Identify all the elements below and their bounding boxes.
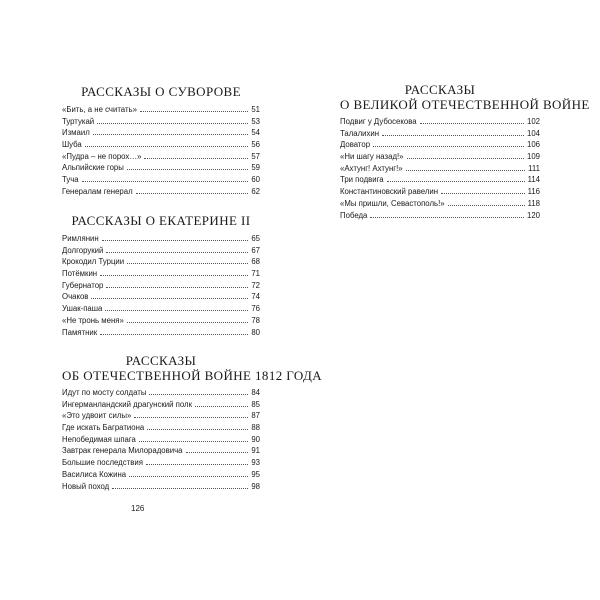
toc-entry[interactable] [340,151,540,163]
toc-entry-title: «Мы пришли, Севастополь!» [340,198,445,208]
toc-entry-title: Завтрак генерала Милорадовича [62,446,183,456]
toc-entry-page: 76 [251,304,260,314]
toc-entry-page: 118 [527,198,540,208]
section-heading-ww2 [340,82,590,112]
toc-entry-title: Идут по мосту солдаты [62,388,147,397]
toc-entry-page: 56 [251,140,260,150]
dot-leader [127,169,248,170]
heading-line: РАССКАЗЫ О ЕКАТЕРИНЕ II [71,213,251,228]
toc-entry-page: 88 [251,423,260,433]
toc-entry-page: 74 [251,292,260,302]
toc-entry-title: Три подвига [340,175,384,185]
toc-entry-title: Победа [340,210,368,220]
dot-leader [93,134,249,135]
dot-leader [370,217,524,218]
dot-leader [106,252,248,253]
toc-entry-page: 68 [251,257,260,267]
toc-entry[interactable] [62,399,260,411]
toc-entry-title: Крокодил Турции [62,257,125,267]
toc-entry[interactable] [62,256,260,268]
dot-leader [85,146,249,147]
toc-entry-title: Очаков [62,292,89,302]
toc-entry-page: 80 [251,327,260,337]
heading-line: РАССКАЗЫ О СУВОРОВЕ [81,84,241,99]
dot-leader [97,123,248,124]
dot-leader [146,464,248,465]
toc-entry-title: Новый поход [62,481,110,491]
toc-entry-title: «Пудра – не порох…» [62,151,142,161]
toc-entry-page: 54 [251,128,260,138]
toc-entry[interactable] [62,186,260,198]
dot-leader [100,334,248,335]
toc-entry-title: Измаил [62,128,90,138]
dot-leader [195,406,248,407]
dot-leader [407,158,524,159]
section-heading-1812 [62,353,323,383]
dot-leader [406,170,526,171]
toc-entry[interactable] [62,174,260,186]
dot-leader [127,322,249,323]
dot-leader [112,488,248,489]
toc-entry[interactable] [340,116,540,128]
dot-leader [448,205,525,206]
toc-entry-title: Ингерманландский драгунский полк [62,399,192,409]
toc-entry-page: 51 [251,105,260,114]
toc-entry[interactable] [340,210,540,222]
toc-entry[interactable] [62,162,260,174]
toc-entry[interactable] [62,481,260,493]
dot-leader [387,181,525,182]
toc-entry-page: 109 [526,152,540,162]
dot-leader [102,240,249,241]
toc-entry-page: 102 [526,117,540,126]
toc-entry-title: Большие последствия [62,458,143,468]
toc-entry[interactable] [62,434,260,446]
toc-entry[interactable] [340,139,540,151]
toc-entry-title: «Ахтунг! Ахтунг!» [340,163,403,173]
toc-entry-title: «Не тронь меня» [62,315,124,325]
toc-entry[interactable] [340,198,540,210]
toc-entry-page: 57 [251,151,260,161]
toc-entry[interactable] [340,128,540,140]
dot-leader [136,193,249,194]
toc-entry[interactable] [62,315,260,327]
toc-list-suvorov [62,104,260,198]
toc-entry[interactable] [62,457,260,469]
toc-entry-title: Где искать Багратиона [62,423,145,433]
toc-entry-title: Туртукай [62,116,95,126]
toc-entry[interactable] [62,469,260,481]
toc-entry[interactable] [62,291,260,303]
dot-leader [91,298,248,299]
toc-entry-page: 85 [251,399,260,409]
toc-entry-page: 67 [251,245,260,255]
section-heading-catherine [62,213,260,228]
toc-entry-title: Талалихин [340,128,380,138]
toc-entry-page: 98 [251,481,260,491]
toc-entry-title: Шуба [62,140,82,150]
toc-entry-page: 84 [251,388,260,397]
dot-leader [149,394,248,395]
toc-entry-page: 62 [251,186,260,196]
dot-leader [147,429,248,430]
heading-line: РАССКАЗЫ [125,353,197,368]
dot-leader [134,417,248,418]
toc-entry-page: 59 [251,163,260,173]
toc-entry-page: 93 [251,458,260,468]
dot-leader [373,146,524,147]
toc-entry[interactable] [62,245,260,257]
toc-entry-title: Ушак-паша [62,304,103,314]
toc-entry-title: Доватор [340,140,371,150]
toc-list-ww2 [340,116,540,221]
toc-list-catherine [62,233,260,338]
toc-entry-title: Непобедимая шпага [62,434,136,444]
toc-entry-page: 65 [251,234,260,243]
toc-entry[interactable] [62,445,260,457]
dot-leader [186,452,249,453]
dot-leader [144,158,248,159]
toc-entry[interactable] [340,163,540,175]
toc-entry[interactable] [62,151,260,163]
dot-leader [140,111,248,112]
dot-leader [100,275,248,276]
toc-entry-page: 60 [251,175,260,185]
page-number: 126 [131,504,145,513]
toc-entry[interactable] [62,268,260,280]
toc-entry[interactable] [62,410,260,422]
toc-entry-title: Римлянин [62,234,99,243]
dot-leader [441,193,525,194]
toc-entry[interactable] [340,174,540,186]
toc-entry-page: 116 [527,187,540,197]
toc-entry-title: «Это удвоит силы» [62,411,132,421]
toc-entry-page: 90 [251,434,260,444]
dot-leader [105,310,248,311]
toc-entry[interactable] [62,139,260,151]
toc-entry-page: 71 [251,269,260,279]
toc-entry-page: 120 [526,210,540,220]
toc-entry[interactable] [62,303,260,315]
toc-entry-title: «Бить, а не считать» [62,105,137,114]
toc-entry[interactable] [62,233,260,245]
toc-entry-title: Константиновский равелин [340,187,439,197]
toc-entry[interactable] [62,280,260,292]
dot-leader [129,476,248,477]
toc-list-1812 [62,387,260,492]
heading-line: ОБ ОТЕЧЕСТВЕННОЙ ВОЙНЕ 1812 ГОДА [62,368,323,383]
dot-leader [106,287,248,288]
toc-entry-page: 114 [527,175,540,185]
toc-entry[interactable] [62,116,260,128]
dot-leader [382,135,524,136]
toc-entry-page: 104 [526,128,540,138]
toc-entry-title: Потёмкин [62,269,98,279]
dot-leader [82,181,249,182]
toc-entry-title: Памятник [62,327,98,337]
toc-entry-title: Василиса Кожина [62,469,127,479]
toc-entry-page: 111 [528,163,540,173]
toc-entry-page: 72 [251,280,260,290]
toc-entry[interactable] [62,387,260,399]
dot-leader [139,441,248,442]
toc-entry-page: 87 [251,411,260,421]
dot-leader [127,263,248,264]
dot-leader [420,123,524,124]
heading-line: РАССКАЗЫ [404,82,476,97]
section-heading-suvorov [62,84,260,99]
toc-entry[interactable] [62,127,260,139]
toc-entry[interactable] [340,186,540,198]
toc-entry-title: Долгорукий [62,245,104,255]
toc-entry-title: Туча [62,175,79,185]
toc-entry[interactable] [62,422,260,434]
toc-entry-page: 78 [251,315,260,325]
toc-entry-page: 91 [251,446,260,456]
toc-entry[interactable] [62,327,260,339]
toc-entry[interactable] [62,104,260,116]
toc-entry-title: Генералам генерал [62,186,133,196]
toc-entry-page: 95 [251,469,260,479]
toc-entry-title: Альпийские горы [62,163,124,173]
toc-entry-page: 53 [251,116,260,126]
toc-entry-page: 106 [526,140,540,150]
toc-entry-title: Подвиг у Дубосекова [340,117,417,126]
heading-line: О ВЕЛИКОЙ ОТЕЧЕСТВЕННОЙ ВОЙНЕ [340,97,590,112]
toc-entry-title: Губернатор [62,280,104,290]
toc-entry-title: «Ни шагу назад!» [340,152,404,162]
